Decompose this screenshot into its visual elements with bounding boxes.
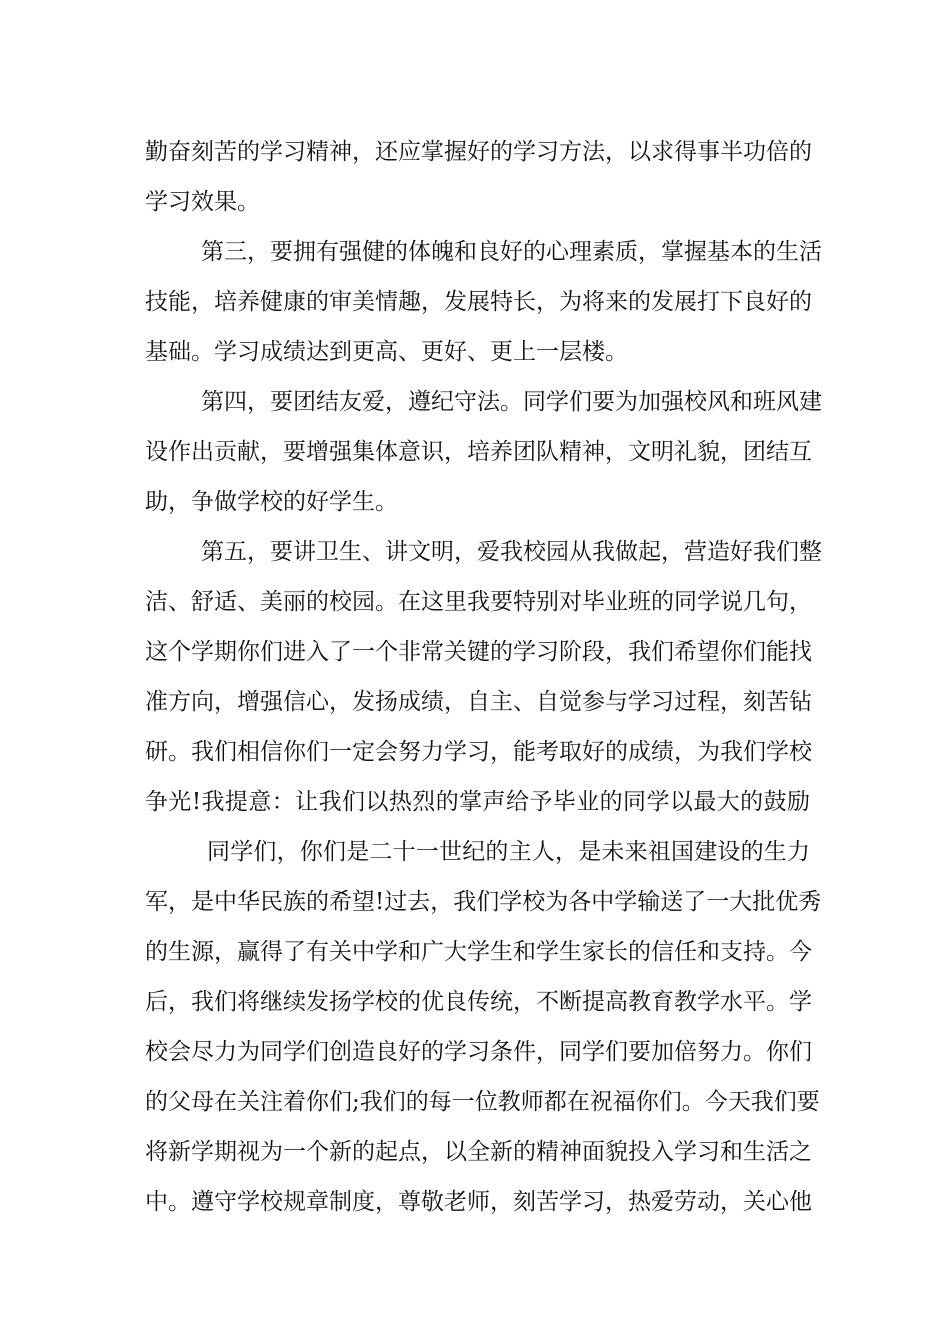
text-line: 争光!我提意：让我们以热烈的掌声给予毕业的同学以最大的鼓励	[145, 789, 810, 815]
text-line: 学习效果。	[145, 189, 260, 215]
text-line: 中。遵守学校规章制度，尊敬老师，刻苦学习，热爱劳动，关心他	[145, 1189, 812, 1215]
paragraph-start-line: 第五，要讲卫生、讲文明，爱我校园从我做起，营造好我们整	[201, 539, 822, 565]
text-line: 勤奋刻苦的学习精神，还应掌握好的学习方法，以求得事半功倍的	[145, 139, 812, 165]
paragraph-start-line: 第四，要团结友爱，遵纪守法。同学们要为加强校风和班风建	[201, 389, 822, 415]
text-line: 的父母在关注着你们;我们的每一位教师都在祝福你们。今天我们要	[145, 1089, 820, 1115]
text-line: 研。我们相信你们一定会努力学习，能考取好的成绩，为我们学校	[145, 739, 812, 765]
paragraph-start-line: 同学们，你们是二十一世纪的主人，是未来祖国建设的生力	[207, 839, 810, 865]
text-line: 洁、舒适、美丽的校园。在这里我要特别对毕业班的同学说几句，	[145, 589, 812, 615]
text-line: 基础。学习成绩达到更高、更好、更上一层楼。	[145, 339, 628, 365]
text-line: 校会尽力为同学们创造良好的学习条件，同学们要加倍努力。你们	[145, 1039, 812, 1065]
text-line: 的生源，赢得了有关中学和广大学生和学生家长的信任和支持。今	[145, 939, 812, 965]
text-line: 军，是中华民族的希望!过去，我们学校为各中学输送了一大批优秀	[145, 889, 822, 915]
text-line: 设作出贡献，要增强集体意识，培养团队精神，文明礼貌，团结互	[145, 439, 812, 465]
text-line: 将新学期视为一个新的起点，以全新的精神面貌投入学习和生活之	[145, 1139, 812, 1165]
text-line: 助，争做学校的好学生。	[145, 489, 398, 515]
text-line: 技能，培养健康的审美情趣，发展特长，为将来的发展打下良好的	[145, 289, 812, 315]
text-line: 后，我们将继续发扬学校的优良传统，不断提高教育教学水平。学	[145, 989, 812, 1015]
text-line: 准方向，增强信心，发扬成绩，自主、自觉参与学习过程，刻苦钻	[145, 689, 812, 715]
text-line: 这个学期你们进入了一个非常关键的学习阶段，我们希望你们能找	[145, 639, 812, 665]
paragraph-start-line: 第三，要拥有强健的体魄和良好的心理素质，掌握基本的生活	[201, 239, 822, 265]
